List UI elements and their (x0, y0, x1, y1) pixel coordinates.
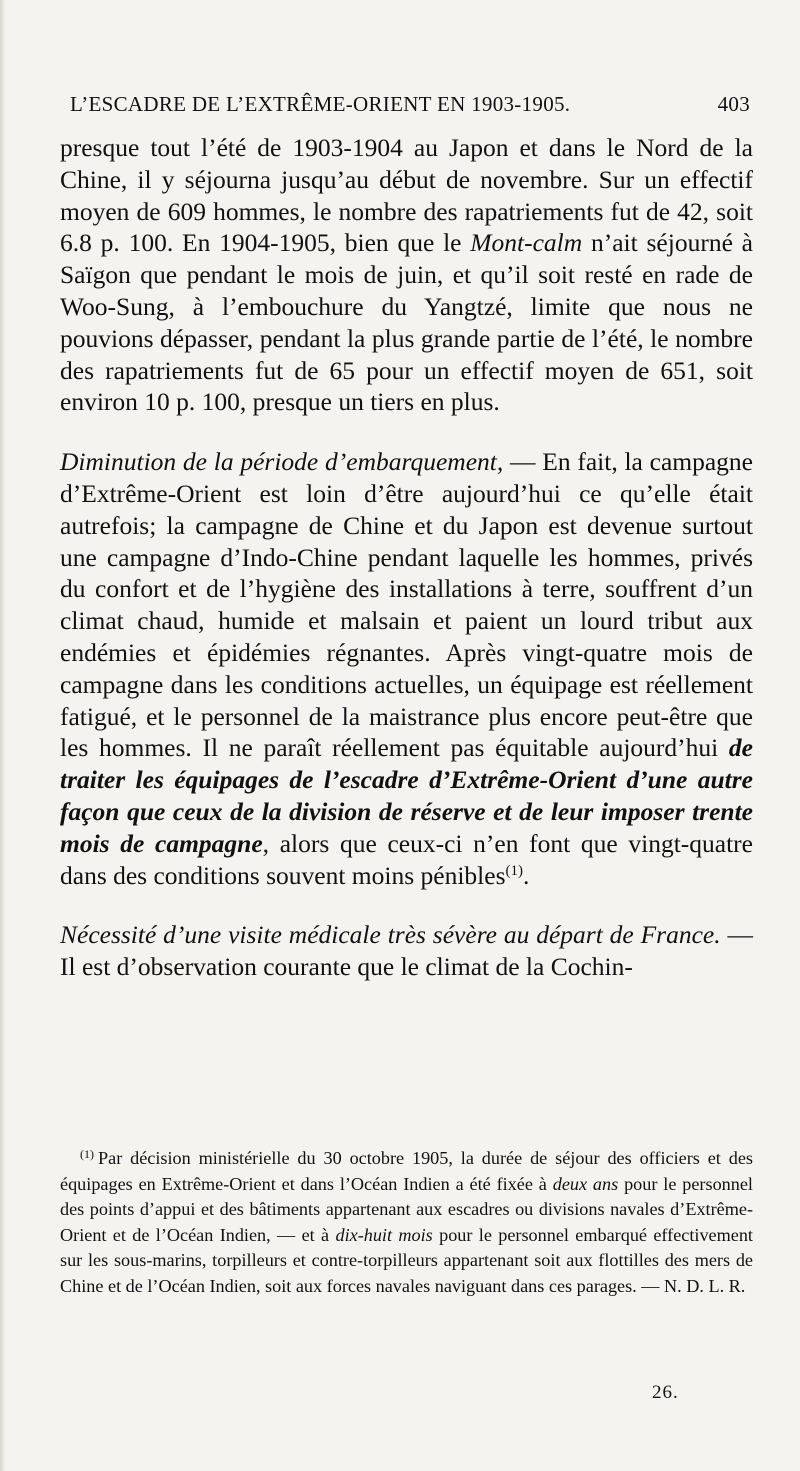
section-heading-diminution: Diminution de la période d’embarquement, (60, 447, 504, 477)
body-text (60, 132, 753, 983)
emphasized-text: de traiter les équipages de l’escadre d’Extrême-Orient d’une autre façon que ceux de la division de réserve et de leur imposer trente mois de campagne (60, 733, 753, 858)
footnote: $^{(1)}$ Par décision ministérielle du 30 octobre 1905, la durée de séjour des officiers et des équipages en Extrême-Orient et dans l’Océan Indien a été fixée à deux ans pour le personnel des points d’appui et des bâtiments appartenant aux escadres ou divisions navales d’Extrême-Orient et de l’Océan Indien, — et à dix-huit mois pour le personnel embarqué effectivement sur les sous-marins, torpilleurs et contre-torpilleurs appartenant soit aux flottilles des mers de Chine et de l’Océan Indien, soit aux forces navales naviguant dans ces parages. — N. D. L. R. (60, 1147, 753, 1296)
section-heading-necessite: Nécessité d’une visite médicale très sévère au départ de France. (60, 920, 721, 950)
footnote-marker: (1) (80, 1147, 94, 1161)
page-edge-shadow (0, 0, 6, 1471)
paragraph-1: presque tout l’été de 1903-1904 au Japon et dans le Nord de la Chine, il y séjourna jusqu’au début de novembre. Sur un effectif moyen de 609 hommes, le nombre des rapatriements fut de 42, soit 6.8 p. 100. En 1904-1905, bien que le Mont-calm n’ait séjourné à Saïgon que pendant le mois de juin, et qu’il soit resté en rade de Woo-Sung, à l’embouchure du Yangtzé, limite que nous ne pouvions dépasser, pendant la plus grande partie de l’été, le nombre des rapatriements fut de 65 pour un effectif moyen de 651, soit environ 10 p. 100, presque un tiers en plus. (60, 133, 753, 417)
running-header (70, 92, 750, 117)
running-title: L’ESCADRE DE L’EXTRÊME-ORIENT EN 1903-1905. (70, 92, 571, 116)
paragraph-3: Nécessité d’une visite médicale très sévère au départ de France. — Il est d’observation courante que le climat de la Cochin- (60, 920, 753, 982)
page-number: 403 (717, 92, 750, 116)
paragraph-2: Diminution de la période d’embarquement, — En fait, la campagne d’Extrême-Orient est loin d’être aujourd’hui ce qu’elle était autrefois; la campagne de Chine et du Japon est devenue surtout une campagne d’Indo-Chine pendant laquelle les hommes, privés du confort et de l’hygiène des installations à terre, souffrent d’un climat chaud, humide et malsain et paient un lourd tribut aux endémies et épidémies régnantes. Après vingt-quatre mois de campagne dans les conditions actuelles, un équipage est réellement fatigué, et le personnel de la maistrance plus encore peut-être que les hommes. Il ne paraît réellement pas équitable aujourd’hui de traiter les équipages de l’escadre d’Extrême-Orient d’une autre façon que ceux de la division de réserve et de leur imposer trente mois de campagne, alors que ceux-ci n’en font que vingt-quatre dans des conditions souvent moins pénibles$^{(1)}$. (60, 447, 753, 890)
footnote-reference: (1) (505, 862, 524, 879)
signature-mark: 26. (652, 1382, 679, 1403)
ship-name: Mont-calm (470, 228, 583, 258)
